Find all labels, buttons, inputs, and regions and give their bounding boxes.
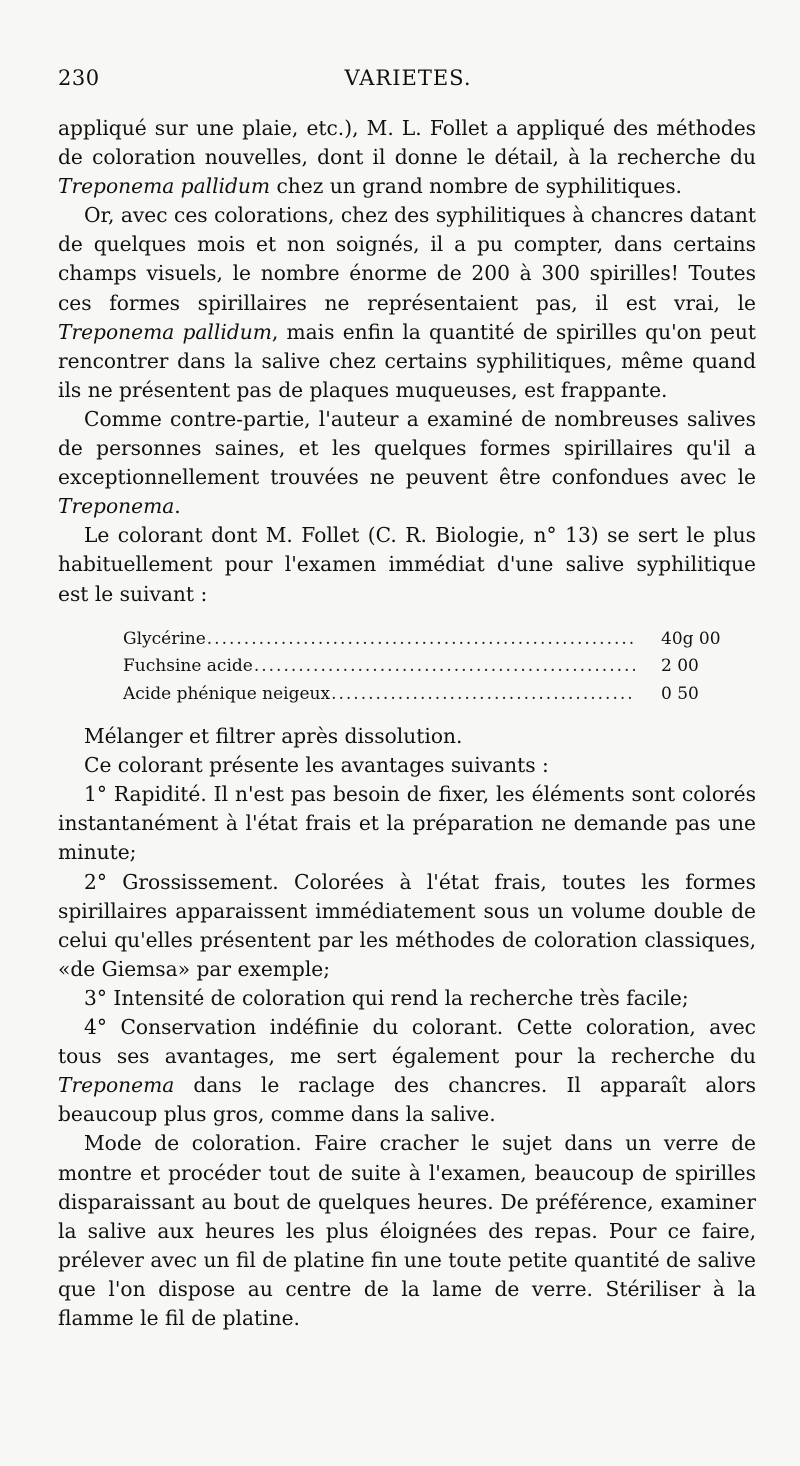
paragraph-4: Le colorant dont M. Follet (C. R. Biologie, n° 13) se sert le plus habituellement pour l'examen immédiat d'une salive syphilitique est le suivant : [58,523,756,606]
recipe-ingredient: Glycérine [123,628,206,649]
body-text [58,114,756,1333]
recipe-quantity: 2 00 [661,656,699,677]
recipe-item [123,626,756,654]
paragraph-7: 1° Rapidité. Il n'est pas besoin de fixer, les éléments sont colorés instantanément à l'état frais et la préparation ne demande pas une minute; [58,782,756,865]
running-title: VARIETES. [344,66,472,90]
paragraph-6: Ce colorant présente les avantages suivants : [84,753,549,778]
recipe-quantity: 40g 00 [661,628,721,649]
paragraph-10: 4° Conservation indéfinie du colorant. Cette coloration, avec tous ses avantages, me sert également pour la recherche du Treponema dans le raclage des chancres. Il apparaît alors beaucoup plus gros, comme dans la salive. [58,1015,756,1127]
page-header [58,66,758,96]
leader-dots [254,653,635,681]
paragraph-1: appliqué sur une plaie, etc.), M. L. Follet a appliqué des méthodes de coloration nouvelles, dont il donne le détail, à la recherche du Treponema pallidum chez un grand nombre de syphilitiques. [58,116,756,199]
page-number: 230 [58,66,100,90]
recipe-list [58,626,756,709]
paragraph-2: Or, avec ces colorations, chez des syphilitiques à chancres datant de quelques mois et non soignés, il a pu compter, dans certains champs visuels, le nombre énorme de 200 à 300 spirilles! Toutes ces formes spirillaires ne représentaient pas, il est vrai, le Treponema pallidum, mais enfin la quantité de spirilles qu'on peut rencontrer dans la salive chez certains syphilitiques, même quand ils ne présentent pas de plaques muqueuses, est frappante. [58,203,757,402]
paragraph-5: Mélanger et filtrer après dissolution. [84,724,463,749]
recipe-item [123,681,756,709]
recipe-quantity: 0 50 [661,683,699,704]
recipe-item [123,653,756,681]
recipe-ingredient: Acide phénique neigeux [123,683,331,704]
leader-dots [331,681,635,709]
paragraph-11: Mode de coloration. Faire cracher le sujet dans un verre de montre et procéder tout de suite à l'examen, beaucoup de spirilles disparaissant au bout de quelques heures. De préférence, examiner la salive aux heures les plus éloignées des repas. Pour ce faire, prélever avec un fil de platine fin une toute petite quantité de salive que l'on dispose au centre de la lame de verre. Stériliser à la flamme le fil de platine. [58,1131,756,1330]
leader-dots [207,626,635,654]
paragraph-9: 3° Intensité de coloration qui rend la recherche très facile; [84,985,689,1010]
recipe-ingredient: Fuchsine acide [123,656,253,677]
paragraph-8: 2° Grossissement. Colorées à l'état frais, toutes les formes spirillaires apparaissent immédiatement sous un volume double de celui qu'elles présentent par les méthodes de coloration classiques, «de Giemsa» par exemple; [58,869,756,981]
paragraph-3: Comme contre-partie, l'auteur a examiné de nombreuses salives de personnes saines, et les quelques formes spirillaires qu'il a exceptionnellement trouvées ne peuvent être confondues avec le Treponema. [58,406,756,519]
